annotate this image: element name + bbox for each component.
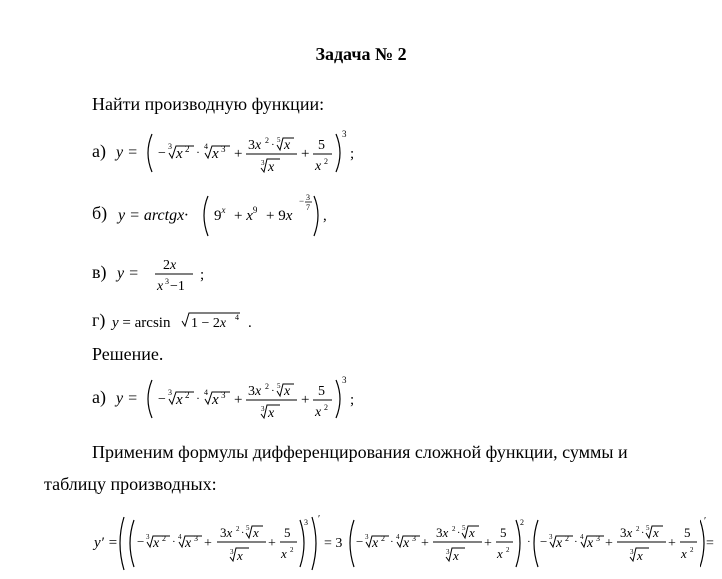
svg-text:2: 2 <box>565 534 569 543</box>
svg-text:x: x <box>253 525 259 540</box>
svg-text:4: 4 <box>204 142 209 151</box>
svg-text:x: x <box>653 525 659 540</box>
svg-text:·: · <box>457 528 461 539</box>
svg-text:2: 2 <box>185 144 190 154</box>
svg-text:−: − <box>158 146 167 161</box>
svg-text:·: · <box>271 385 276 397</box>
svg-text:2: 2 <box>381 534 385 543</box>
svg-text:3: 3 <box>596 534 600 543</box>
svg-text:·: · <box>641 528 645 539</box>
svg-text:2: 2 <box>162 534 166 543</box>
svg-text:·: · <box>172 536 176 548</box>
svg-text:x: x <box>176 392 184 408</box>
svg-text:3: 3 <box>168 388 173 397</box>
svg-text:3: 3 <box>261 405 265 413</box>
svg-text:3: 3 <box>305 193 310 202</box>
svg-text:2: 2 <box>236 525 240 533</box>
svg-text:x: x <box>315 159 322 174</box>
svg-text:+: + <box>301 146 310 162</box>
svg-text:−: − <box>540 534 548 549</box>
svg-text:x: x <box>153 536 160 551</box>
svg-text:3: 3 <box>365 533 369 541</box>
svg-text:′: ′ <box>318 514 321 525</box>
svg-text:+: + <box>484 536 492 551</box>
formula-a <box>114 128 374 178</box>
svg-text:,: , <box>322 208 327 224</box>
derivative-tail <box>700 512 720 579</box>
svg-text:5: 5 <box>246 524 250 532</box>
svg-text:+: + <box>668 536 676 551</box>
svg-text:x: x <box>284 138 291 153</box>
svg-text:+: + <box>421 536 429 551</box>
svg-text:x: x <box>268 160 275 175</box>
svg-text:9x: 9$^x$ <box>213 205 226 224</box>
svg-text:;: ; <box>200 267 205 283</box>
svg-text:2x: 2x <box>163 258 177 273</box>
svg-text:4: 4 <box>234 313 239 322</box>
svg-text:3: 3 <box>549 533 553 541</box>
svg-text:x: x <box>315 405 322 420</box>
svg-text:= 3: = 3 <box>324 536 343 551</box>
svg-text:3: 3 <box>168 142 173 151</box>
svg-text:4: 4 <box>204 388 209 397</box>
svg-text:x: x <box>372 536 379 551</box>
item-b <box>92 190 336 240</box>
svg-text:x: x <box>212 392 220 408</box>
svg-text:x: x <box>681 546 687 561</box>
svg-text:;: ; <box>350 392 355 408</box>
svg-text:·: · <box>574 536 578 548</box>
svg-text:3: 3 <box>342 375 347 385</box>
svg-text:1 − 2x: 1 − 2x <box>190 316 227 331</box>
svg-text:5: 5 <box>500 525 507 540</box>
svg-text:+ x9: + $x^9$ <box>233 205 258 224</box>
svg-text:3: 3 <box>342 129 347 139</box>
svg-text:−: − <box>356 534 364 549</box>
svg-text:3: 3 <box>221 144 226 154</box>
svg-text:3x: 3x <box>248 138 262 153</box>
item-a <box>92 128 374 178</box>
svg-text:3: 3 <box>165 277 169 286</box>
derivative-formula <box>92 512 702 579</box>
svg-text:2: 2 <box>185 390 190 400</box>
svg-text:−: − <box>137 534 145 549</box>
svg-text:y =: y = <box>116 144 139 161</box>
svg-text:3: 3 <box>412 534 416 543</box>
svg-text:x: x <box>403 536 410 551</box>
svg-text:·: · <box>196 391 201 405</box>
svg-text:x: x <box>284 384 291 399</box>
svg-text:=: = <box>706 536 714 551</box>
svg-text:2: 2 <box>520 518 524 527</box>
svg-text:x: x <box>176 146 184 162</box>
item-v-label: в) <box>92 262 107 283</box>
svg-text:.: . <box>247 315 252 331</box>
svg-text:4: 4 <box>178 533 182 541</box>
svg-text:4: 4 <box>580 533 584 541</box>
solution-label: Решение. <box>92 344 164 364</box>
svg-text:3x: 3x <box>620 525 633 540</box>
svg-text:+: + <box>234 392 243 408</box>
svg-text:2: 2 <box>324 403 329 412</box>
svg-text:y =: y = <box>116 390 139 407</box>
item-a-label: а) <box>92 141 106 162</box>
svg-text:5: 5 <box>462 524 466 532</box>
svg-text:+: + <box>234 146 243 162</box>
svg-text:·: · <box>271 139 276 151</box>
task-statement: Найти производную функции: <box>92 94 325 114</box>
svg-text:x: x <box>469 525 475 540</box>
svg-text:x: x <box>587 536 594 551</box>
svg-text:−1: −1 <box>170 279 185 294</box>
svg-text:−: − <box>298 196 304 206</box>
svg-text:2: 2 <box>690 546 694 554</box>
svg-text:+ 9x: + 9x <box>265 208 293 224</box>
derivative-expression <box>92 512 702 574</box>
svg-text:x: x <box>185 536 192 551</box>
svg-text:x: x <box>453 548 459 563</box>
svg-text:5: 5 <box>277 136 281 144</box>
svg-text:5: 5 <box>684 525 691 540</box>
svg-text:y =: y = <box>117 265 139 282</box>
svg-text:5: 5 <box>284 525 291 540</box>
svg-text:+: + <box>204 536 212 551</box>
formula-b <box>116 190 336 240</box>
svg-text:y = arcsin: y = arcsin <box>111 315 171 331</box>
svg-text:2: 2 <box>265 136 270 145</box>
svg-text:′: ′ <box>704 516 707 527</box>
svg-text:y = arctgx·: y = arctgx· <box>117 207 188 224</box>
svg-text:;: ; <box>350 146 355 162</box>
formula-v <box>115 252 225 296</box>
svg-text:3: 3 <box>630 548 634 556</box>
svg-text:x: x <box>497 546 503 561</box>
svg-text:3: 3 <box>230 548 234 556</box>
svg-text:x: x <box>281 546 287 561</box>
page-title: Задача № 2 <box>315 44 407 64</box>
svg-text:2: 2 <box>452 525 456 533</box>
svg-text:2: 2 <box>290 546 294 554</box>
svg-text:3: 3 <box>221 390 226 400</box>
apply-text-line2: таблицу производных: <box>44 474 217 494</box>
derivative-tail-svg <box>700 512 720 574</box>
svg-text:3: 3 <box>446 548 450 556</box>
svg-text:4: 4 <box>396 533 400 541</box>
svg-text:5: 5 <box>277 382 281 390</box>
svg-text:y′ =: y′ = <box>94 535 118 551</box>
svg-text:−: − <box>158 392 167 407</box>
svg-text:7: 7 <box>305 203 310 212</box>
svg-text:3: 3 <box>146 533 150 541</box>
svg-text:2: 2 <box>506 546 510 554</box>
svg-text:·: · <box>241 528 245 539</box>
svg-text:+: + <box>268 536 276 551</box>
svg-text:+: + <box>605 536 613 551</box>
svg-text:5: 5 <box>318 384 326 399</box>
svg-text:·: · <box>390 536 394 548</box>
item-b-label: б) <box>92 203 108 224</box>
svg-text:x: x <box>157 279 164 294</box>
item-v <box>92 252 225 296</box>
svg-text:3x: 3x <box>220 525 233 540</box>
svg-text:x: x <box>268 406 275 421</box>
svg-text:3x: 3x <box>436 525 449 540</box>
svg-text:·: · <box>196 145 201 159</box>
svg-text:x: x <box>637 548 643 563</box>
svg-text:+: + <box>301 392 310 408</box>
formula-g <box>110 308 270 336</box>
svg-text:·: · <box>527 536 531 548</box>
solution-formula-a <box>114 374 374 424</box>
svg-text:3: 3 <box>261 159 265 167</box>
svg-text:2: 2 <box>265 382 270 391</box>
svg-text:5: 5 <box>318 138 326 153</box>
svg-text:2: 2 <box>324 157 329 166</box>
solution-item-a <box>92 374 374 424</box>
item-g-label: г) <box>92 310 106 331</box>
svg-text:3: 3 <box>304 518 308 527</box>
solution-item-a-label: а) <box>92 387 106 408</box>
apply-text-line1: Применим формулы дифференцирования сложной функции, суммы и <box>92 442 628 462</box>
item-g <box>92 308 270 336</box>
svg-text:3: 3 <box>194 534 198 543</box>
svg-text:x: x <box>237 548 243 563</box>
svg-text:2: 2 <box>636 525 640 533</box>
svg-text:x: x <box>212 146 220 162</box>
svg-text:3x: 3x <box>248 384 262 399</box>
svg-text:5: 5 <box>646 524 650 532</box>
svg-text:x: x <box>556 536 563 551</box>
